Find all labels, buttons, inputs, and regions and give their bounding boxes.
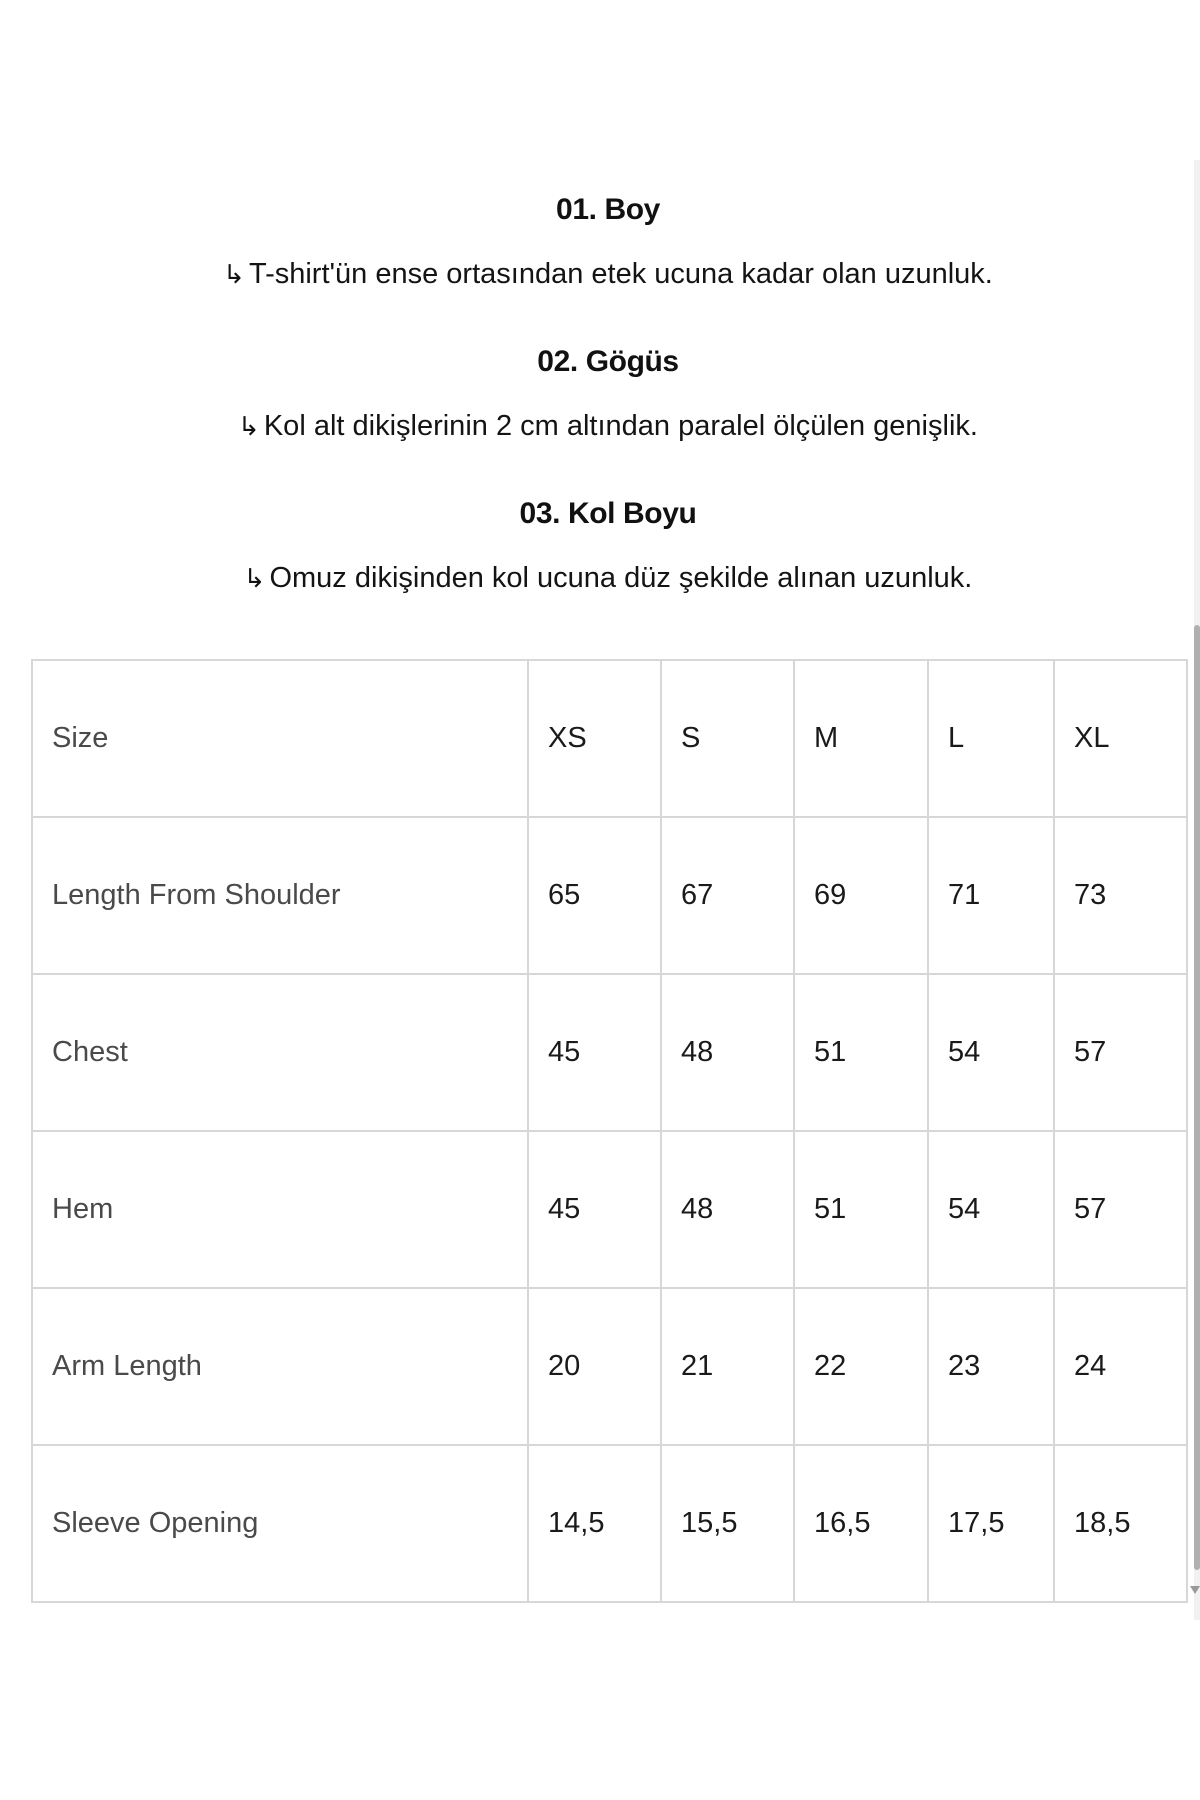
measurement-length bbox=[0, 190, 1200, 295]
table-cell: 54 bbox=[928, 1131, 1054, 1288]
table-cell: 45 bbox=[528, 1131, 661, 1288]
table-row-label: Chest bbox=[32, 974, 528, 1131]
size-table bbox=[31, 659, 1188, 1603]
measurement-guide bbox=[0, 190, 1200, 599]
table-header-cell: L bbox=[928, 660, 1054, 817]
measurement-description-text: Omuz dikişinden kol ucuna düz şekilde alınan uzunluk. bbox=[269, 562, 973, 594]
table-row-label: Hem bbox=[32, 1131, 528, 1288]
table-row bbox=[32, 974, 1187, 1131]
measurement-description bbox=[0, 254, 1200, 295]
measurement-title: 02. Gögüs bbox=[537, 345, 679, 378]
table-cell: 21 bbox=[661, 1288, 794, 1445]
table-header-cell: Size bbox=[32, 660, 528, 817]
table-cell: 69 bbox=[794, 817, 928, 974]
table-header-cell: M bbox=[794, 660, 928, 817]
measurement-description bbox=[0, 558, 1200, 599]
table-cell: 16,5 bbox=[794, 1445, 928, 1602]
table-cell: 54 bbox=[928, 974, 1054, 1131]
table-row bbox=[32, 817, 1187, 974]
table-cell: 48 bbox=[661, 1131, 794, 1288]
table-cell: 23 bbox=[928, 1288, 1054, 1445]
measurement-description-text: Kol alt dikişlerinin 2 cm altından paralel ölçülen genişlik. bbox=[263, 410, 978, 442]
table-cell: 51 bbox=[794, 1131, 928, 1288]
arrow-down-right-icon: ↳ bbox=[243, 564, 266, 594]
scroll-down-arrow-icon[interactable] bbox=[1190, 1586, 1200, 1594]
table-cell: 14,5 bbox=[528, 1445, 661, 1602]
table-cell: 17,5 bbox=[928, 1445, 1054, 1602]
table-row bbox=[32, 1288, 1187, 1445]
table-cell: 57 bbox=[1054, 1131, 1187, 1288]
table-cell: 67 bbox=[661, 817, 794, 974]
table-row-label: Sleeve Opening bbox=[32, 1445, 528, 1602]
scrollbar-thumb[interactable] bbox=[1194, 625, 1200, 1570]
table-header-row bbox=[32, 660, 1187, 817]
table-cell: 48 bbox=[661, 974, 794, 1131]
table-cell: 24 bbox=[1054, 1288, 1187, 1445]
table-cell: 18,5 bbox=[1054, 1445, 1187, 1602]
table-header-cell: XL bbox=[1054, 660, 1187, 817]
measurement-title: 03. Kol Boyu bbox=[519, 497, 697, 530]
table-header-cell: XS bbox=[528, 660, 661, 817]
arrow-down-right-icon: ↳ bbox=[238, 412, 260, 442]
table-header-cell: S bbox=[661, 660, 794, 817]
measurement-sleeve bbox=[0, 494, 1200, 599]
table-row-label: Arm Length bbox=[32, 1288, 528, 1445]
measurement-chest bbox=[0, 342, 1200, 447]
size-table-container bbox=[31, 659, 1186, 1603]
table-cell: 15,5 bbox=[661, 1445, 794, 1602]
table-row-label: Length From Shoulder bbox=[32, 817, 528, 974]
table-row bbox=[32, 1131, 1187, 1288]
table-cell: 45 bbox=[528, 974, 661, 1131]
table-cell: 71 bbox=[928, 817, 1054, 974]
measurement-description bbox=[0, 406, 1200, 447]
table-cell: 73 bbox=[1054, 817, 1187, 974]
measurement-title: 01. Boy bbox=[556, 193, 660, 226]
table-cell: 57 bbox=[1054, 974, 1187, 1131]
table-cell: 22 bbox=[794, 1288, 928, 1445]
table-cell: 20 bbox=[528, 1288, 661, 1445]
table-row bbox=[32, 1445, 1187, 1602]
arrow-down-right-icon: ↳ bbox=[223, 260, 245, 290]
table-cell: 51 bbox=[794, 974, 928, 1131]
measurement-description-text: T-shirt'ün ense ortasından etek ucuna kadar olan uzunluk. bbox=[248, 258, 993, 290]
table-cell: 65 bbox=[528, 817, 661, 974]
